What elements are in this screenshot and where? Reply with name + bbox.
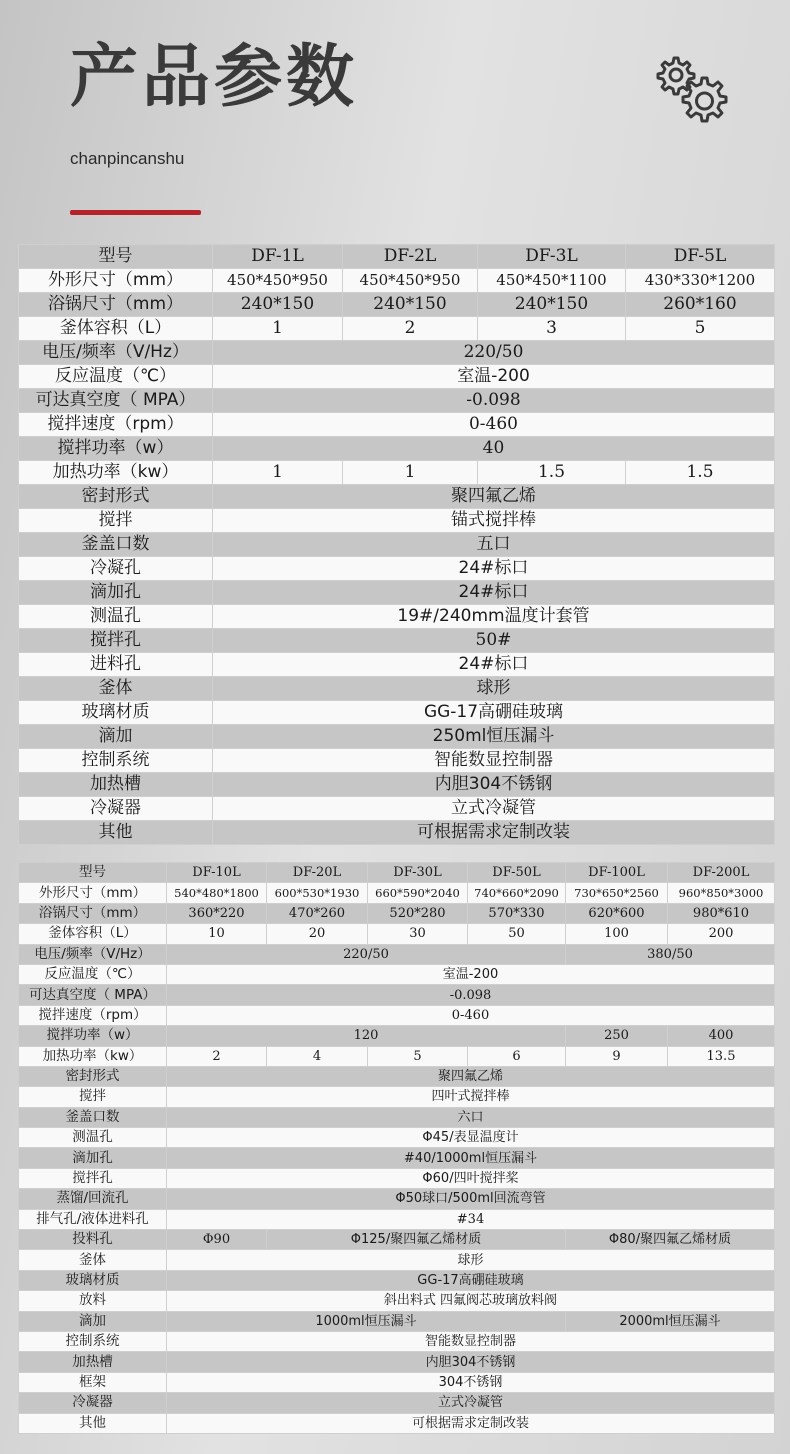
table-cell: 450*450*950	[213, 269, 343, 293]
table-cell: 250ml恒压漏斗	[213, 725, 775, 749]
table-cell: 锚式搅拌棒	[213, 509, 775, 533]
table-row	[19, 964, 775, 984]
row-label: 投料孔	[19, 1230, 167, 1250]
table-cell: 24#标口	[213, 557, 775, 581]
table-cell: 内胆304不锈钢	[167, 1352, 775, 1372]
table-row	[19, 1148, 775, 1168]
row-label: 玻璃材质	[19, 1270, 167, 1290]
table-cell: 250	[566, 1026, 668, 1046]
table-cell: DF-3L	[478, 245, 626, 269]
page-title: 产品参数	[70, 38, 359, 117]
row-label: 蒸馏/回流孔	[19, 1189, 167, 1209]
row-label: 控制系统	[19, 749, 213, 773]
table-cell: -0.098	[167, 985, 775, 1005]
row-label: 其他	[19, 1413, 167, 1433]
table-row	[19, 924, 775, 944]
table-row	[19, 1005, 775, 1025]
row-label: 搅拌功率（w）	[19, 437, 213, 461]
table-cell: 斜出料式 四氟阀芯玻璃放料阀	[167, 1291, 775, 1311]
table-cell: DF-5L	[626, 245, 775, 269]
table-row	[19, 749, 775, 773]
table-row	[19, 1270, 775, 1290]
row-label: 放料	[19, 1291, 167, 1311]
table-cell: 0-460	[213, 413, 775, 437]
row-label: 可达真空度（ MPA）	[19, 389, 213, 413]
row-label: 玻璃材质	[19, 701, 213, 725]
table-cell: 4	[267, 1046, 368, 1066]
table-row	[19, 821, 775, 845]
table-cell: DF-2L	[343, 245, 478, 269]
row-label: 进料孔	[19, 653, 213, 677]
table-cell: 260*160	[626, 293, 775, 317]
row-label: 加热槽	[19, 1352, 167, 1372]
table-cell: 智能数显控制器	[167, 1331, 775, 1351]
table-cell: 980*610	[668, 903, 775, 923]
table-cell: GG-17高硼硅玻璃	[213, 701, 775, 725]
table-row	[19, 365, 775, 389]
table-row	[19, 1331, 775, 1351]
table-cell: 智能数显控制器	[213, 749, 775, 773]
table-row	[19, 1291, 775, 1311]
row-label: 冷凝孔	[19, 557, 213, 581]
table-row	[19, 557, 775, 581]
table-cell: 220/50	[213, 341, 775, 365]
table-row	[19, 245, 775, 269]
row-label: 冷凝器	[19, 1393, 167, 1413]
row-label: 密封形式	[19, 485, 213, 509]
table-row	[19, 1372, 775, 1392]
row-label: 测温孔	[19, 1128, 167, 1148]
row-label: 密封形式	[19, 1066, 167, 1086]
row-label: 搅拌速度（rpm）	[19, 1005, 167, 1025]
table-row	[19, 1026, 775, 1046]
table-cell: 450*450*1100	[478, 269, 626, 293]
table-row	[19, 1066, 775, 1086]
table-row	[19, 629, 775, 653]
table-cell: 立式冷凝管	[213, 797, 775, 821]
table-cell: 20	[267, 924, 368, 944]
row-label: 加热槽	[19, 773, 213, 797]
row-label: 浴锅尺寸（mm）	[19, 903, 167, 923]
table-row	[19, 533, 775, 557]
table-row	[19, 509, 775, 533]
table-row	[19, 701, 775, 725]
table-cell: 2000ml恒压漏斗	[566, 1311, 775, 1331]
table-cell: DF-30L	[368, 863, 468, 883]
row-label: 反应温度（℃）	[19, 365, 213, 389]
table-row	[19, 725, 775, 749]
table-cell: 5	[626, 317, 775, 341]
row-label: 可达真空度（ MPA）	[19, 985, 167, 1005]
row-label: 加热功率（kw）	[19, 1046, 167, 1066]
table-cell: 1.5	[626, 461, 775, 485]
table-cell: 0-460	[167, 1005, 775, 1025]
table-cell: 六口	[167, 1107, 775, 1127]
table-cell: 660*590*2040	[368, 883, 468, 903]
table-cell: Φ80/聚四氟乙烯材质	[566, 1230, 775, 1250]
spec-table-small	[18, 244, 775, 845]
table-cell: 240*150	[343, 293, 478, 317]
table-cell: DF-50L	[468, 863, 566, 883]
table-cell: 430*330*1200	[626, 269, 775, 293]
table-row	[19, 985, 775, 1005]
table-cell: 室温-200	[167, 964, 775, 984]
table-row	[19, 773, 775, 797]
table-cell: 50	[468, 924, 566, 944]
page-subtitle: chanpincanshu	[70, 149, 185, 168]
table-row	[19, 485, 775, 509]
table-cell: 740*660*2090	[468, 883, 566, 903]
table-cell: #34	[167, 1209, 775, 1229]
table-cell: 50#	[213, 629, 775, 653]
table-row	[19, 944, 775, 964]
table-cell: 400	[668, 1026, 775, 1046]
table-cell: 540*480*1800	[167, 883, 267, 903]
table-cell: DF-200L	[668, 863, 775, 883]
table-row	[19, 605, 775, 629]
row-label: 型号	[19, 245, 213, 269]
row-label: 釜体	[19, 1250, 167, 1270]
spec-table-large	[18, 862, 775, 1434]
table-row	[19, 1230, 775, 1250]
table-row	[19, 293, 775, 317]
table-cell: 19#/240mm温度计套管	[213, 605, 775, 629]
table-row	[19, 581, 775, 605]
table-row	[19, 1393, 775, 1413]
table-cell: 聚四氟乙烯	[213, 485, 775, 509]
table-cell: 四叶式搅拌棒	[167, 1087, 775, 1107]
table-cell: DF-100L	[566, 863, 668, 883]
table-cell: 13.5	[668, 1046, 775, 1066]
row-label: 滴加	[19, 1311, 167, 1331]
table-row	[19, 1128, 775, 1148]
table-cell: 240*150	[478, 293, 626, 317]
table-row	[19, 863, 775, 883]
table-row	[19, 1087, 775, 1107]
table-row	[19, 341, 775, 365]
table-cell: 200	[668, 924, 775, 944]
row-label: 釜体容积（L）	[19, 924, 167, 944]
table-row	[19, 389, 775, 413]
table-cell: 620*600	[566, 903, 668, 923]
table-row	[19, 677, 775, 701]
table-cell: DF-20L	[267, 863, 368, 883]
table-row	[19, 437, 775, 461]
table-cell: Φ125/聚四氟乙烯材质	[267, 1230, 566, 1250]
table-cell: 内胆304不锈钢	[213, 773, 775, 797]
row-label: 釜盖口数	[19, 533, 213, 557]
table-cell: 360*220	[167, 903, 267, 923]
table-row	[19, 461, 775, 485]
table-cell: 380/50	[566, 944, 775, 964]
table-cell: 240*150	[213, 293, 343, 317]
table-cell: 6	[468, 1046, 566, 1066]
table-cell: 五口	[213, 533, 775, 557]
table-cell: DF-10L	[167, 863, 267, 883]
table-cell: DF-1L	[213, 245, 343, 269]
table-row	[19, 269, 775, 293]
table-cell: 24#标口	[213, 581, 775, 605]
table-row	[19, 1107, 775, 1127]
table-row	[19, 1352, 775, 1372]
table-cell: 470*260	[267, 903, 368, 923]
accent-underline	[70, 210, 201, 215]
row-label: 釜盖口数	[19, 1107, 167, 1127]
row-label: 搅拌速度（rpm）	[19, 413, 213, 437]
table-row	[19, 317, 775, 341]
table-row	[19, 1046, 775, 1066]
row-label: 搅拌	[19, 1087, 167, 1107]
table-cell: 3	[478, 317, 626, 341]
table-cell: 球形	[167, 1250, 775, 1270]
row-label: 搅拌	[19, 509, 213, 533]
row-label: 反应温度（℃）	[19, 964, 167, 984]
row-label: 型号	[19, 863, 167, 883]
table-cell: 1.5	[478, 461, 626, 485]
table-cell: 520*280	[368, 903, 468, 923]
table-row	[19, 883, 775, 903]
table-cell: 可根据需求定制改装	[167, 1413, 775, 1433]
gears-icon	[652, 52, 732, 132]
table-row	[19, 797, 775, 821]
row-label: 滴加	[19, 725, 213, 749]
table-cell: 30	[368, 924, 468, 944]
row-label: 加热功率（kw）	[19, 461, 213, 485]
table-cell: GG-17高硼硅玻璃	[167, 1270, 775, 1290]
table-cell: 5	[368, 1046, 468, 1066]
table-row	[19, 1311, 775, 1331]
row-label: 外形尺寸（mm）	[19, 269, 213, 293]
table-cell: Φ45/表显温度计	[167, 1128, 775, 1148]
table-row	[19, 1189, 775, 1209]
table-row	[19, 1413, 775, 1433]
table-cell: #40/1000ml恒压漏斗	[167, 1148, 775, 1168]
table-cell: 304不锈钢	[167, 1372, 775, 1392]
row-label: 滴加孔	[19, 1148, 167, 1168]
table-cell: 室温-200	[213, 365, 775, 389]
row-label: 框架	[19, 1372, 167, 1392]
row-label: 釜体容积（L）	[19, 317, 213, 341]
table-row	[19, 1168, 775, 1188]
row-label: 滴加孔	[19, 581, 213, 605]
table-cell: 120	[167, 1026, 566, 1046]
table-cell: 570*330	[468, 903, 566, 923]
table-cell: 600*530*1930	[267, 883, 368, 903]
page-header	[0, 0, 790, 240]
row-label: 搅拌孔	[19, 629, 213, 653]
table-cell: -0.098	[213, 389, 775, 413]
row-label: 搅拌孔	[19, 1168, 167, 1188]
row-label: 外形尺寸（mm）	[19, 883, 167, 903]
table-cell: 960*850*3000	[668, 883, 775, 903]
table-cell: 100	[566, 924, 668, 944]
row-label: 釜体	[19, 677, 213, 701]
table-cell: 2	[343, 317, 478, 341]
table-cell: 9	[566, 1046, 668, 1066]
table-cell: 1000ml恒压漏斗	[167, 1311, 566, 1331]
table-cell: Φ60/四叶搅拌桨	[167, 1168, 775, 1188]
table-cell: 1	[213, 317, 343, 341]
table-cell: 可根据需求定制改装	[213, 821, 775, 845]
table-cell: 1	[343, 461, 478, 485]
table-cell: 2	[167, 1046, 267, 1066]
table-cell: 10	[167, 924, 267, 944]
row-label: 其他	[19, 821, 213, 845]
table-cell: Φ90	[167, 1230, 267, 1250]
table-row	[19, 903, 775, 923]
row-label: 电压/频率（V/Hz）	[19, 341, 213, 365]
row-label: 浴锅尺寸（mm）	[19, 293, 213, 317]
row-label: 测温孔	[19, 605, 213, 629]
table-cell: 730*650*2560	[566, 883, 668, 903]
row-label: 搅拌功率（w）	[19, 1026, 167, 1046]
table-cell: 聚四氟乙烯	[167, 1066, 775, 1086]
table-cell: 球形	[213, 677, 775, 701]
row-label: 排气孔/液体进料孔	[19, 1209, 167, 1229]
table-row	[19, 413, 775, 437]
row-label: 电压/频率（V/Hz）	[19, 944, 167, 964]
table-row	[19, 1209, 775, 1229]
table-cell: 1	[213, 461, 343, 485]
table-row	[19, 1250, 775, 1270]
table-cell: 450*450*950	[343, 269, 478, 293]
table-cell: Φ50球口/500ml回流弯管	[167, 1189, 775, 1209]
table-cell: 立式冷凝管	[167, 1393, 775, 1413]
row-label: 控制系统	[19, 1331, 167, 1351]
table-row	[19, 653, 775, 677]
table-cell: 40	[213, 437, 775, 461]
row-label: 冷凝器	[19, 797, 213, 821]
table-cell: 24#标口	[213, 653, 775, 677]
table-cell: 220/50	[167, 944, 566, 964]
